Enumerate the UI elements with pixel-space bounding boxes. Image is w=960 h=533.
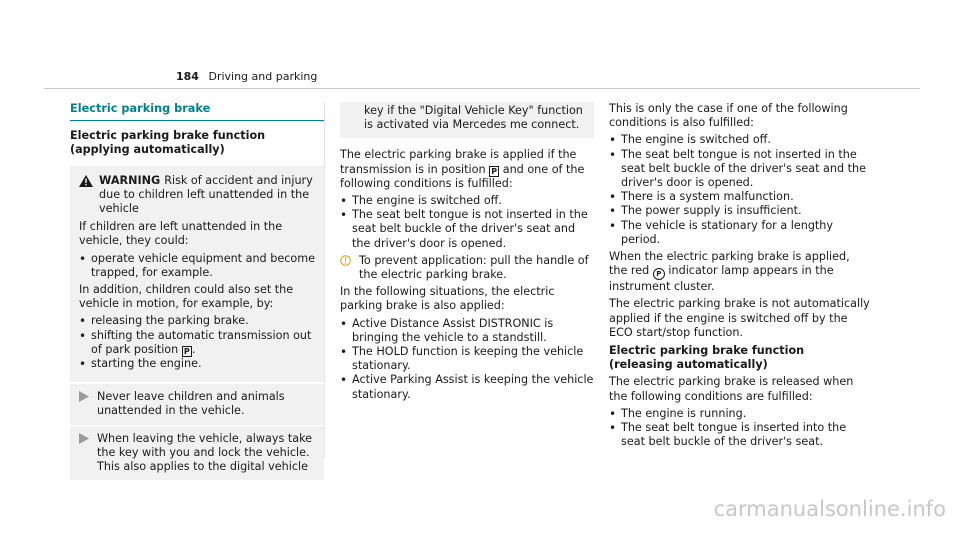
action-row [79, 390, 315, 418]
action-block-1 [70, 384, 324, 424]
para-text-end: and one of the following conditions is fulfilled: [340, 162, 585, 190]
paragraph: The electric parking brake is not automatically applied if the engine is switched off by the ECO start/stop function. [609, 297, 870, 339]
park-position-symbol: P [182, 346, 192, 357]
list-item: • The engine is switched off. [340, 194, 594, 208]
warning-label: WARNING [99, 173, 161, 187]
list-item: • The power supply is insufficient. [609, 204, 871, 218]
column-1 [70, 102, 324, 480]
tip [340, 254, 594, 282]
paragraph [340, 148, 594, 191]
warning-heading [79, 174, 315, 217]
list-item: • releasing the parking brake. [79, 314, 315, 328]
play-arrow-icon [79, 391, 89, 402]
subheading-releasing: Electric parking brake function (releasing automatically) [609, 344, 805, 372]
action-text: Never leave children and animals unattended in the vehicle. [97, 390, 285, 418]
column-3 [609, 102, 871, 452]
warning-triangle-icon [79, 175, 93, 187]
column-2 [340, 102, 594, 405]
list-item: • The HOLD function is keeping the vehicle stationary. [340, 345, 594, 373]
action-row [79, 432, 315, 475]
page-number: 184 [176, 70, 199, 83]
conditions-list [340, 194, 594, 251]
situations-list [340, 317, 594, 402]
conditions-list [609, 133, 871, 247]
list-item: • Active Parking Assist is keeping the vehicle stationary. [340, 373, 594, 401]
list-item: • starting the engine. [79, 357, 315, 371]
info-icon [340, 255, 351, 266]
warning-title: Risk of accident and injury due to children left unattended in the vehicle [99, 173, 313, 216]
section-name: Driving and parking [208, 70, 318, 83]
bullet-text: shifting the automatic transmission out of park position [91, 328, 312, 356]
paragraph: The electric parking brake is released when the following conditions are fulfilled: [609, 375, 854, 403]
park-position-symbol: P [489, 166, 499, 177]
paragraph [609, 250, 871, 294]
list-item: • The engine is switched off. [609, 133, 871, 147]
list-item: • The vehicle is stationary for a lengthy period. [609, 219, 871, 247]
action-continuation: key if the "Digital Vehicle Key" function is activated via Mercedes me connect. [340, 102, 594, 138]
para-text: When the electric parking brake is applied, the red [609, 250, 850, 278]
list-item: • Active Distance Assist DISTRONIC is bringing the vehicle to a standstill. [340, 317, 594, 345]
list-item: • The seat belt tongue is inserted into the seat belt buckle of the driver's seat. [609, 421, 871, 449]
play-arrow-icon [79, 433, 89, 444]
list-item: • The seat belt tongue is not inserted in the seat belt buckle of the driver's seat and the driver's door is opened. [340, 208, 594, 251]
list-item: • The seat belt tongue is not inserted in the seat belt buckle of the driver's seat and the driver's door is opened. [609, 148, 871, 191]
parking-brake-lamp-icon: P [653, 268, 665, 280]
warning-para-2: In addition, children could also set the vehicle in motion, for example, by: [79, 283, 294, 311]
warning-box [70, 166, 324, 383]
para-text: The electric parking brake is applied if the transmission is in position [340, 148, 577, 176]
release-conditions-list [609, 407, 871, 450]
warning-text [99, 174, 315, 217]
paragraph: This is only the case if one of the following conditions is also fulfilled: [609, 102, 848, 130]
list-item: • There is a system malfunction. [609, 190, 871, 204]
list-item [79, 329, 315, 357]
warning-intro: If children are left unattended in the vehicle, they could: [79, 220, 283, 248]
page-header [176, 70, 317, 83]
watermark: carmanualsonline.info [713, 497, 946, 521]
warning-list-2 [79, 314, 315, 371]
list-item: • The engine is running. [609, 407, 871, 421]
tip-text: To prevent application: pull the handle of the electric parking brake. [359, 253, 589, 282]
header-rule [44, 88, 920, 89]
action-text: When leaving the vehicle, always take the key with you and lock the vehicle. This also applies to the digital vehicle [97, 431, 313, 474]
section-title: Electric parking brake [70, 102, 324, 121]
subheading-applying: Electric parking brake function (applying automatically) [70, 129, 266, 157]
bullet-text-end: . [191, 342, 196, 356]
column-divider [324, 102, 325, 458]
action-block-2 [70, 426, 324, 481]
warning-list-1 [79, 252, 315, 280]
list-item: • operate vehicle equipment and become trapped, for example. [79, 252, 315, 280]
para-text-end: indicator lamp appears in the instrument cluster. [609, 264, 834, 294]
paragraph: In the following situations, the electric parking brake is also applied: [340, 285, 555, 313]
